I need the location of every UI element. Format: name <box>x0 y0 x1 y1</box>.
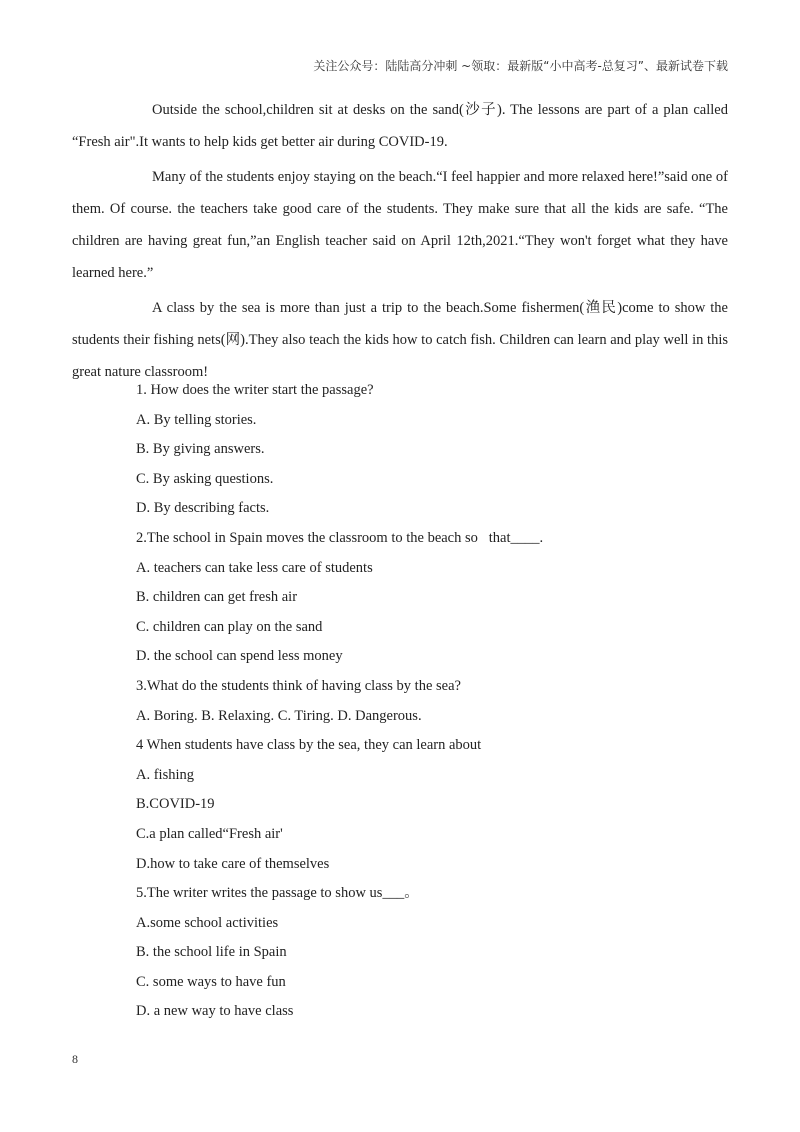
answer-option: A.some school activities <box>136 914 279 931</box>
answer-option: D. By describing facts. <box>136 500 270 517</box>
question-stem: 5.The writer writes the passage to show us___。 <box>136 885 419 902</box>
question-5 <box>136 879 736 1027</box>
reading-passage <box>72 94 728 391</box>
answer-option: C. children can play on the sand <box>136 618 323 635</box>
question-4 <box>136 731 736 879</box>
answer-option: D. a new way to have class <box>136 1003 294 1020</box>
passage-paragraph-3: A class by the sea is more than just a trip to the beach.Some fishermen(渔民)come to show the students their fishing nets(网).They also teach the kids how to catch fish. Children can learn and play well in this great nature classroom! <box>72 300 728 380</box>
passage-paragraph-2: Many of the students enjoy staying on the beach.“I feel happier and more relaxed here!”said one of them. Of course. the teachers take good care of the students. They make sure that all the kids are safe. “The children are having great fun,”an English teacher said on April 12th,2021.“They won't forget what they have learned here.” <box>72 169 728 281</box>
answer-option: A. teachers can take less care of students <box>136 559 373 576</box>
answer-option: B. By giving answers. <box>136 441 265 458</box>
question-stem: 3.What do the students think of having class by the sea? <box>136 677 461 694</box>
question-list <box>136 376 736 1027</box>
answer-option: C.a plan called“Fresh air' <box>136 825 283 842</box>
answer-option: A. Boring. B. Relaxing. C. Tiring. D. Dangerous. <box>136 707 422 724</box>
passage-paragraph-1: Outside the school,children sit at desks on the sand(沙子). The lessons are part of a plan called “Fresh air".It wants to help kids get better air during COVID-19. <box>72 102 728 150</box>
answer-option: D.how to take care of themselves <box>136 855 330 872</box>
question-2 <box>136 524 736 672</box>
question-stem: 2.The school in Spain moves the classroom to the beach so that____. <box>136 529 544 546</box>
answer-option: A. fishing <box>136 766 194 783</box>
answer-option: B. the school life in Spain <box>136 944 287 961</box>
answer-option: B. children can get fresh air <box>136 589 298 606</box>
answer-option: B.COVID-19 <box>136 796 215 813</box>
answer-option: C. By asking questions. <box>136 470 274 487</box>
answer-option: C. some ways to have fun <box>136 973 286 990</box>
page-number: 8 <box>72 1052 78 1066</box>
answer-option: A. By telling stories. <box>136 411 257 428</box>
question-1 <box>136 376 736 524</box>
question-stem: 1. How does the writer start the passage? <box>136 382 374 398</box>
page-header-banner: 关注公众号：陆陆高分冲刺 ~领取：最新版“小中高考-总复习”、最新试卷下载 <box>313 59 728 73</box>
question-3 <box>136 672 736 731</box>
answer-option: D. the school can spend less money <box>136 648 343 665</box>
question-stem: 4 When students have class by the sea, they can learn about <box>136 737 482 754</box>
